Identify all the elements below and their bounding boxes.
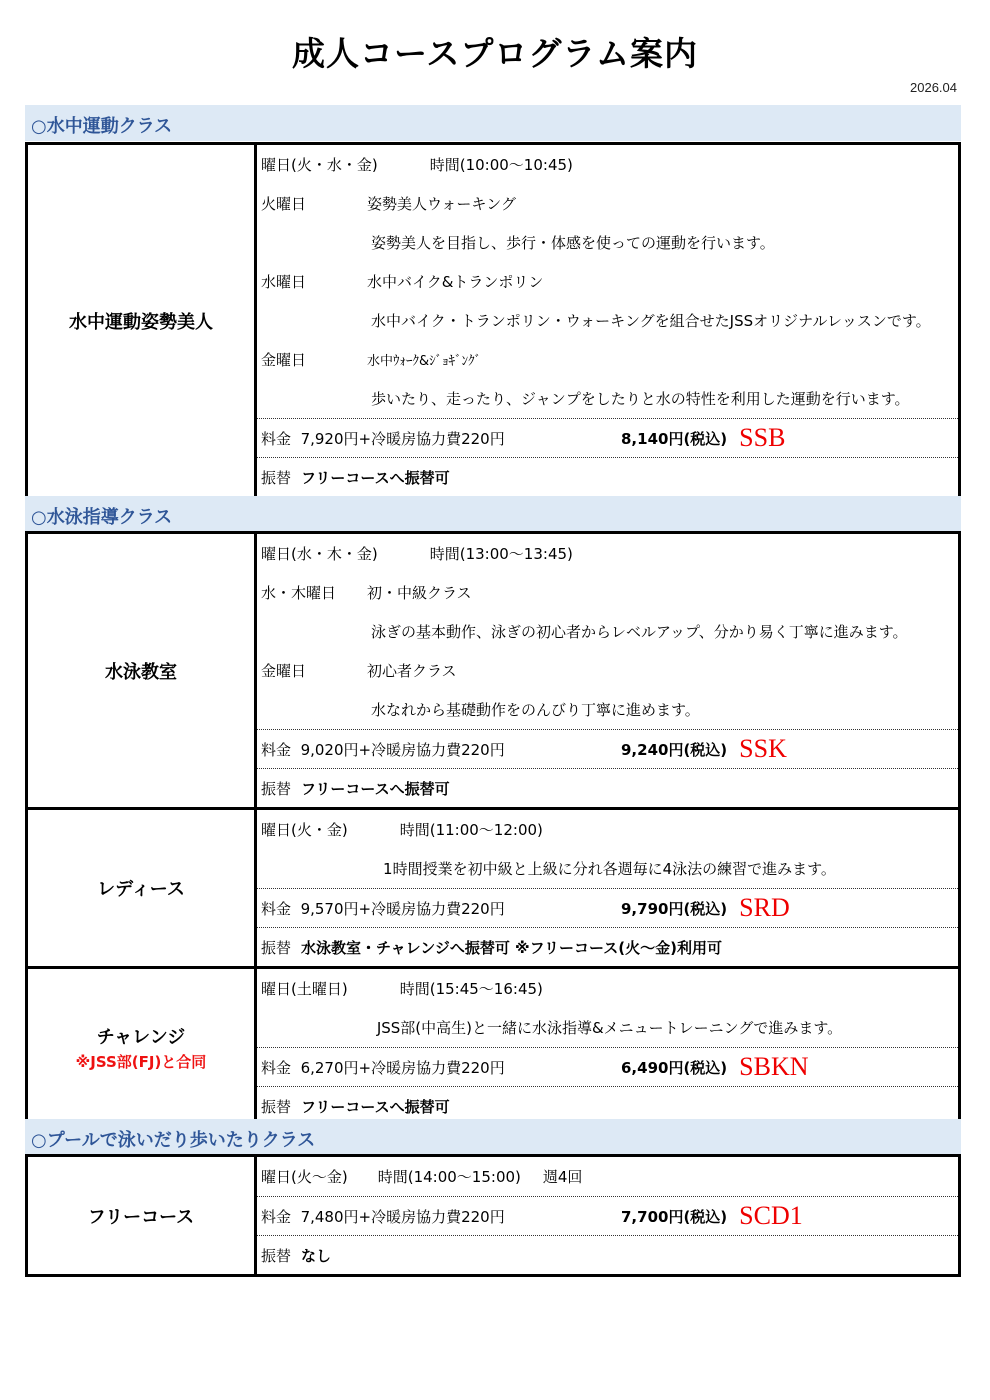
fee-line <box>257 888 958 927</box>
section-title: ○水中運動クラス <box>31 116 173 137</box>
fee-base: 7,480円+冷暖房協力費220円 <box>300 1207 505 1226</box>
detail-day: 水・木曜日 <box>261 584 337 602</box>
section-header-swim-instruction <box>25 496 961 532</box>
detail-desc: 水なれから基礎動作をのんびり丁寧に進めます。 <box>371 701 700 719</box>
course-description: 1時間授業を初中級と上級に分れ各週毎に4泳法の練習で進みます。 <box>383 860 836 878</box>
detail-title: 姿勢美人ウォーキング <box>367 195 516 213</box>
schedule-days: 曜日(火・水・金) <box>261 156 378 174</box>
course-details <box>257 534 958 807</box>
detail-desc-line <box>257 379 958 418</box>
detail-line <box>257 184 958 223</box>
schedule-time: 時間(13:00～13:45) <box>429 545 573 563</box>
detail-desc-line <box>257 301 958 340</box>
course-details <box>257 810 958 966</box>
transfer-value: フリーコースへ振替可 <box>301 779 450 798</box>
fee-total: 6,490円(税込) <box>621 1058 728 1077</box>
course-name: レディース <box>97 879 185 900</box>
fee-total: 9,790円(税込) <box>621 899 728 918</box>
transfer-label: 振替 <box>261 1246 292 1265</box>
section-title: ○水泳指導クラス <box>31 507 173 528</box>
schedule-time: 時間(10:00～10:45) <box>429 156 573 174</box>
schedule-time: 時間(14:00～15:00) <box>377 1168 521 1186</box>
detail-desc-line <box>257 612 958 651</box>
schedule-line <box>257 145 958 184</box>
detail-desc: 姿勢美人を目指し、歩行・体感を使っての運動を行います。 <box>371 234 775 252</box>
course-details <box>257 969 958 1125</box>
section-title: ○プールで泳いだり歩いたりクラス <box>31 1130 316 1151</box>
transfer-label: 振替 <box>261 468 292 487</box>
detail-desc: 歩いたり、走ったり、ジャンプをしたりと水の特性を利用した運動を行います。 <box>371 390 910 408</box>
transfer-label: 振替 <box>261 779 292 798</box>
transfer-line <box>257 768 958 807</box>
fee-label: 料金 <box>261 429 292 448</box>
fee-line <box>257 1196 958 1235</box>
fee-label: 料金 <box>261 1058 292 1077</box>
transfer-value: 水泳教室・チャレンジへ振替可 ※フリーコース(火～金)利用可 <box>301 938 722 957</box>
section-header-free-pool <box>25 1119 961 1155</box>
course-code: SSK <box>739 734 787 763</box>
course-name-cell <box>28 534 257 807</box>
course-details <box>257 145 958 496</box>
course-name: チャレンジ <box>96 1026 186 1048</box>
detail-desc: 泳ぎの基本動作、泳ぎの初心者からレベルアップ、分かり易く丁寧に進みます。 <box>371 623 908 641</box>
detail-day: 金曜日 <box>261 662 307 680</box>
schedule-days: 曜日(火～金) <box>261 1168 348 1186</box>
schedule-days: 曜日(水・木・金) <box>261 545 378 563</box>
course-name-cell <box>28 145 257 496</box>
transfer-line <box>257 927 958 966</box>
transfer-line <box>257 1235 958 1274</box>
schedule-days: 曜日(火・金) <box>261 821 348 839</box>
description-line <box>257 1008 958 1047</box>
transfer-value: なし <box>301 1246 332 1265</box>
course-name-cell <box>28 1157 257 1274</box>
fee-total: 9,240円(税込) <box>621 740 728 759</box>
detail-day: 水曜日 <box>261 273 307 291</box>
detail-title: 初・中級クラス <box>367 584 472 602</box>
course-name: 水中運動姿勢美人 <box>69 311 213 333</box>
course-code: SCD1 <box>739 1201 803 1230</box>
fee-total: 7,700円(税込) <box>621 1207 728 1226</box>
transfer-label: 振替 <box>261 1097 292 1116</box>
course-row <box>28 534 958 807</box>
fee-line <box>257 729 958 768</box>
course-name-cell <box>28 969 257 1125</box>
detail-title: 水中バイク&トランポリン <box>367 273 544 291</box>
course-table-swim-instruction <box>25 531 961 1128</box>
detail-desc-line <box>257 690 958 729</box>
schedule-line <box>257 810 958 849</box>
detail-title: 初心者クラス <box>367 662 457 680</box>
detail-desc-line <box>257 223 958 262</box>
schedule-days: 曜日(土曜日) <box>261 980 348 998</box>
course-code: SBKN <box>739 1052 809 1081</box>
course-description: JSS部(中高生)と一緒に水泳指導&メニュートレーニングで進みます。 <box>376 1019 843 1037</box>
fee-base: 9,020円+冷暖房協力費220円 <box>300 740 505 759</box>
detail-line <box>257 262 958 301</box>
fee-line <box>257 1047 958 1086</box>
fee-base: 9,570円+冷暖房協力費220円 <box>300 899 505 918</box>
transfer-label: 振替 <box>261 938 292 957</box>
detail-title: 水中ｳｫｰｸ&ｼﾞｮｷﾞﾝｸﾞ <box>367 354 482 369</box>
course-table-free-pool <box>25 1154 961 1277</box>
detail-day: 火曜日 <box>261 195 307 213</box>
fee-label: 料金 <box>261 1207 292 1226</box>
schedule-line <box>257 1157 958 1196</box>
schedule-frequency: 週4回 <box>542 1168 583 1186</box>
course-row <box>28 807 958 966</box>
transfer-value: フリーコースへ振替可 <box>301 1097 450 1116</box>
course-name: フリーコース <box>87 1206 195 1228</box>
course-row <box>28 966 958 1125</box>
section-header-aqua-exercise <box>25 105 961 141</box>
detail-line <box>257 573 958 612</box>
page-title: 成人コースプログラム案内 <box>291 34 699 73</box>
detail-desc: 水中バイク・トランポリン・ウォーキングを組合せたJSSオリジナルレッスンです。 <box>371 312 931 330</box>
course-code: SRD <box>739 893 790 922</box>
detail-day: 金曜日 <box>261 351 307 369</box>
course-note: ※JSS部(FJ)と合同 <box>75 1052 207 1071</box>
fee-base: 6,270円+冷暖房協力費220円 <box>300 1058 505 1077</box>
fee-label: 料金 <box>261 899 292 918</box>
course-name: 水泳教室 <box>105 661 177 683</box>
detail-line <box>257 651 958 690</box>
course-row <box>28 1157 958 1274</box>
schedule-time: 時間(11:00～12:00) <box>399 821 543 839</box>
detail-line <box>257 340 958 379</box>
fee-base: 7,920円+冷暖房協力費220円 <box>300 429 505 448</box>
fee-line <box>257 418 958 457</box>
schedule-time: 時間(15:45～16:45) <box>399 980 543 998</box>
course-name-cell <box>28 810 257 966</box>
issue-date: 2026.04 <box>910 80 957 95</box>
course-code: SSB <box>739 423 786 452</box>
schedule-line <box>257 534 958 573</box>
schedule-line <box>257 969 958 1008</box>
transfer-value: フリーコースへ振替可 <box>301 468 450 487</box>
fee-total: 8,140円(税込) <box>621 429 728 448</box>
course-details <box>257 1157 958 1274</box>
fee-label: 料金 <box>261 740 292 759</box>
transfer-line <box>257 457 958 496</box>
description-line <box>257 849 958 888</box>
course-table-aqua-exercise <box>25 142 961 499</box>
course-row <box>28 145 958 496</box>
